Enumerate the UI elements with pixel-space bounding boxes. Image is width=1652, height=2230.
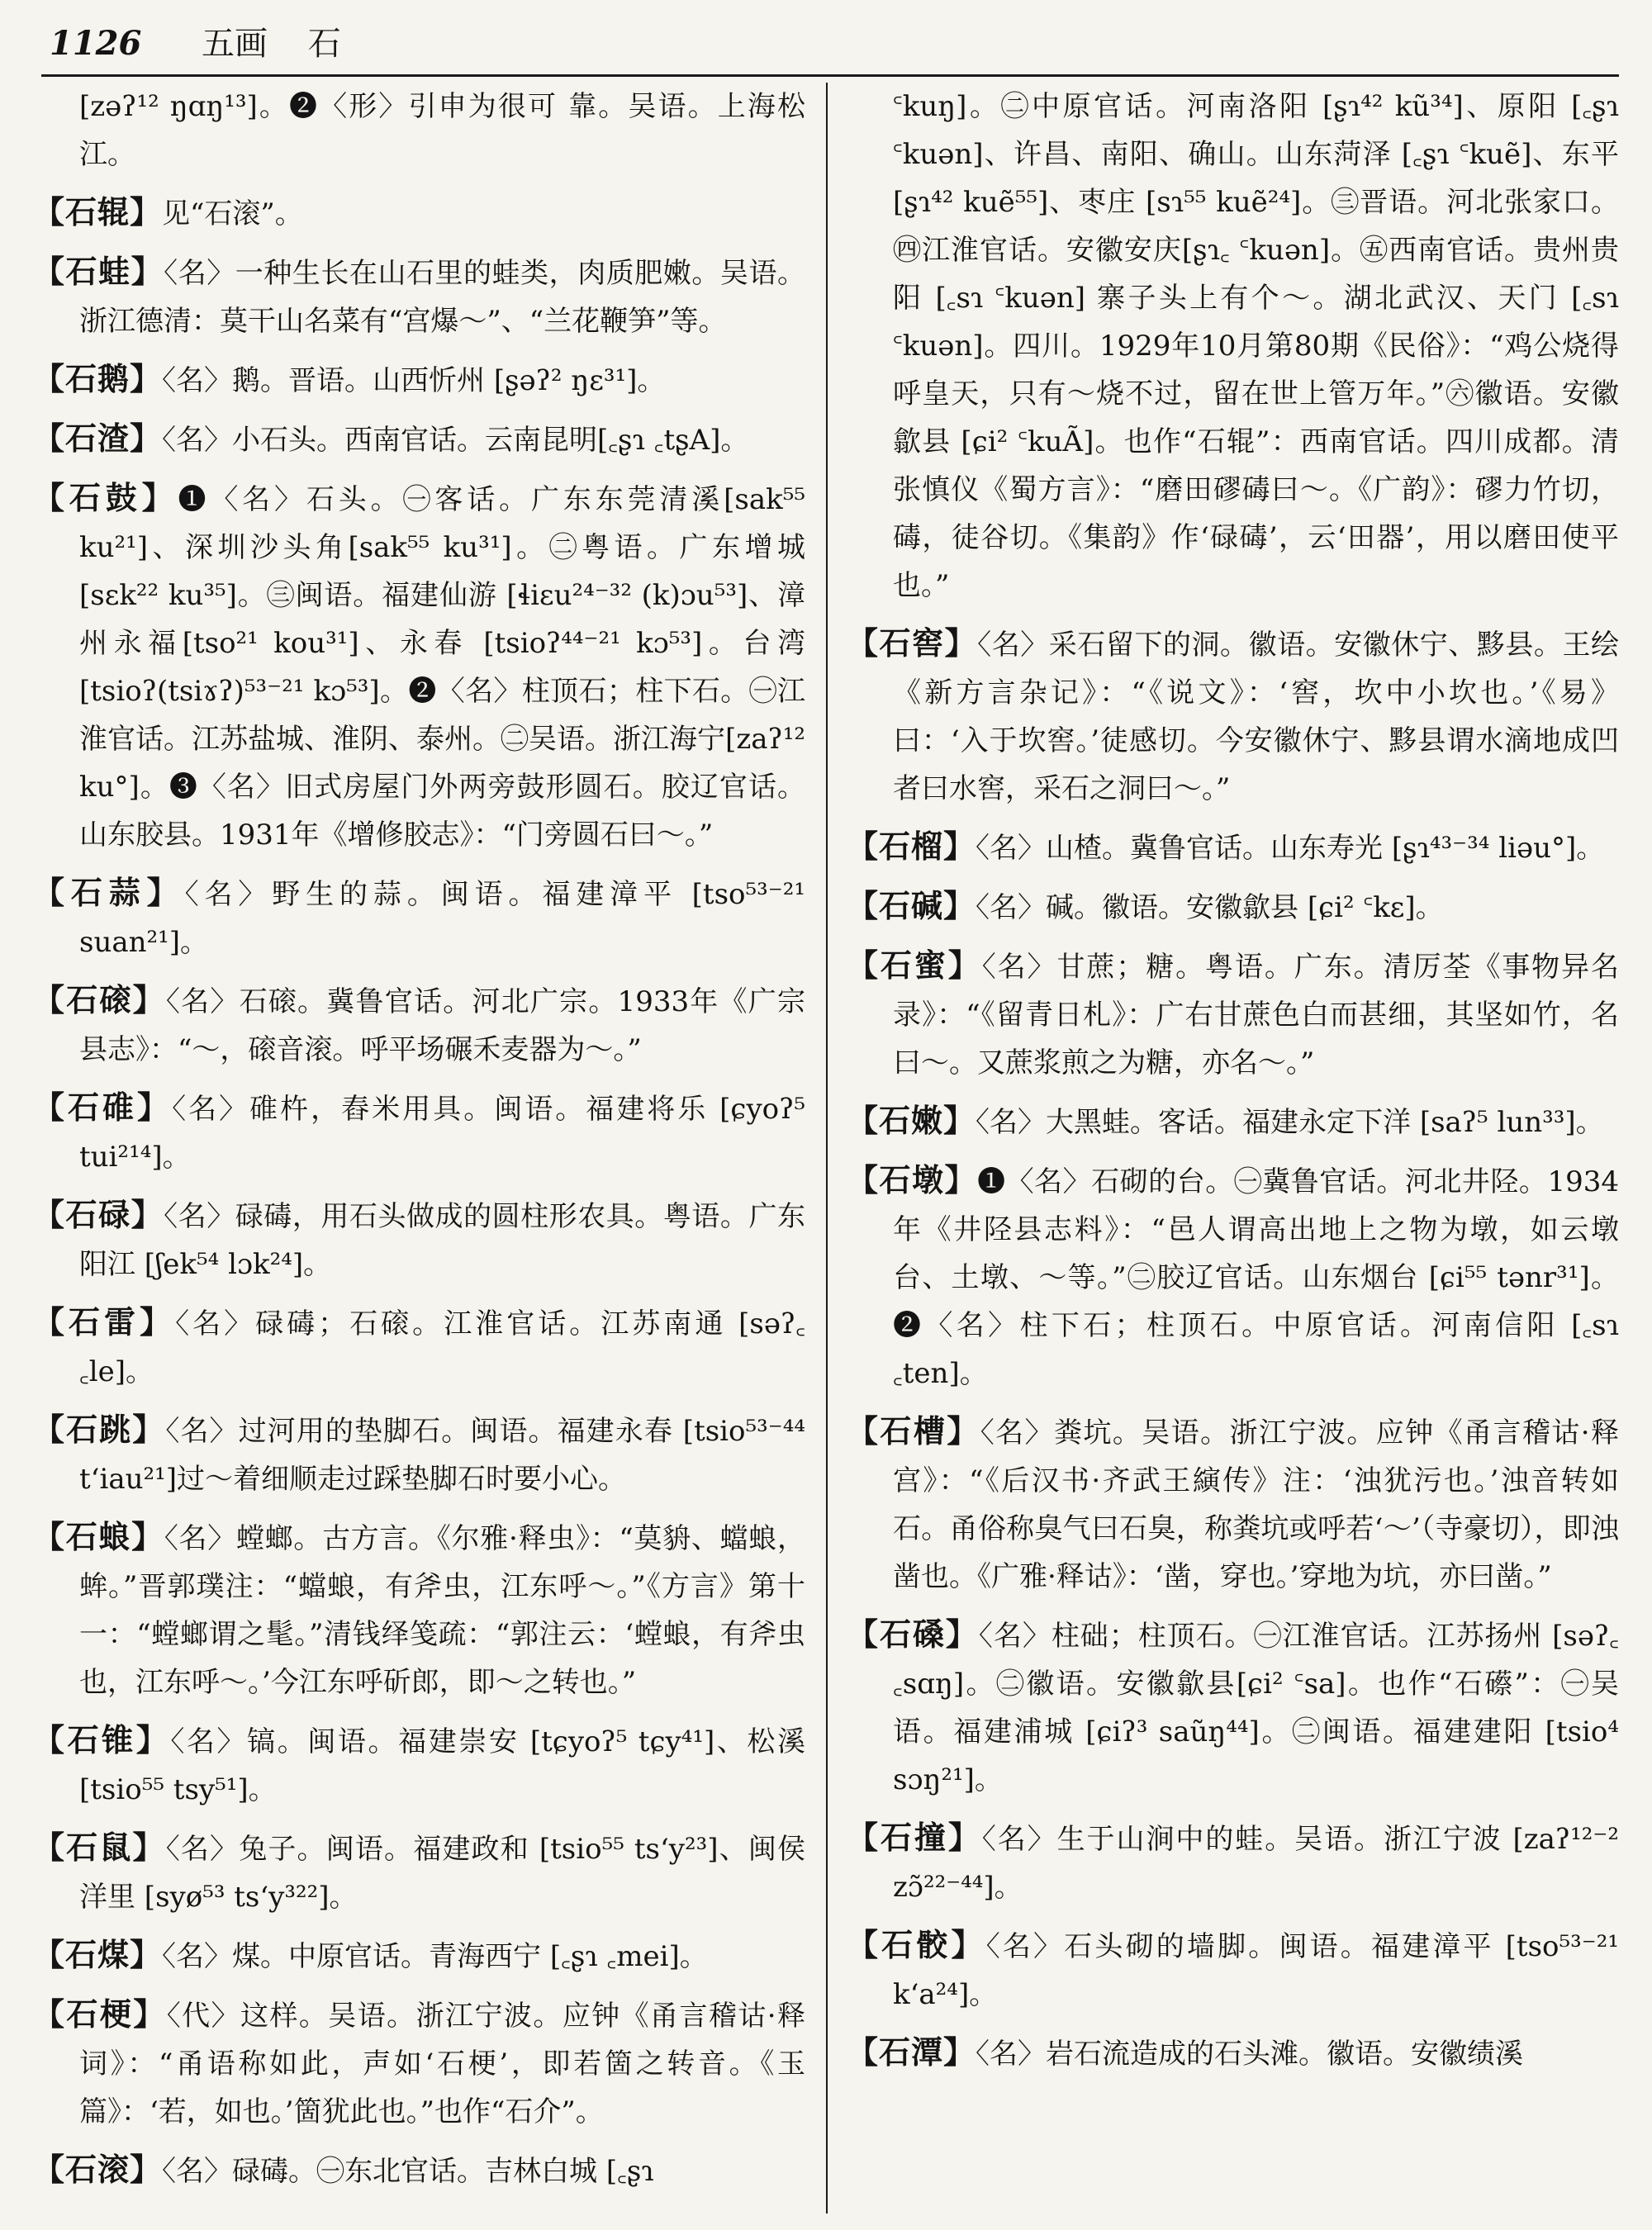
dictionary-entry <box>847 882 1619 932</box>
dictionary-entry <box>847 83 1619 610</box>
dictionary-entry <box>847 1611 1619 1804</box>
headword: 【石渣】 <box>33 420 163 457</box>
headword: 【石撞】 <box>847 1819 982 1856</box>
definition-text: 〈名〉过河用的垫脚石。闽语。福建永春 [tsio⁵³⁻⁴⁴ tʻiau²¹]过～着细顺走过踩垫脚石时要小心。 <box>79 1415 805 1496</box>
dictionary-entry <box>33 1716 805 1814</box>
headword: 【石碌】 <box>33 1196 164 1233</box>
definition-text: 〈名〉石磙。冀鲁官话。河北广宗。1933年《广宗县志》：“～，磙音滚。呼平场碾禾麦器为～。” <box>79 985 805 1066</box>
dictionary-entry <box>847 942 1619 1087</box>
headword: 【石梗】 <box>33 1995 167 2033</box>
dictionary-entry <box>847 2028 1619 2078</box>
dictionary-entry <box>33 188 805 238</box>
definition-text: 〈名〉兔子。闽语。福建政和 [tsio⁵⁵ tsʻy²³]、闽侯洋里 [syø⁵³ tsʻy³²²]。 <box>79 1833 805 1914</box>
right-column <box>847 83 1619 2213</box>
definition-text: 〈名〉甘蔗；糖。粤语。广东。清厉荃《事物异名录》：“《留青日札》：广右甘蔗色白而甚细，其坚如竹，名曰～。又蔗浆煎之为糖，亦名～。” <box>893 951 1619 1079</box>
headword: 【石骹】 <box>847 1926 986 1963</box>
definition-text: 〈名〉鹅。晋语。山西忻州 [ʂəʔ² ŋɛ³¹]。 <box>162 364 666 397</box>
dictionary-entry <box>33 1084 805 1181</box>
dictionary-entry <box>33 474 805 859</box>
dictionary-entry <box>847 1097 1619 1146</box>
definition-text: ❶〈名〉石砌的台。㊀冀鲁官话。河北井陉。1934年《井陉县志料》：“邑人谓高出地上之物为墩，如云墩台、土墩、～等。”㊁胶辽官话。山东烟台 [ɕi⁵⁵ tənr³¹]。❷〈名〉柱下石；柱顶石。中原官话。河南信阳 [꜀sɿ ꜀ten]。 <box>893 1165 1619 1390</box>
definition-text: 〈名〉碌碡；石磙。江淮官话。江苏南通 [səʔ꜀ ꜀le]。 <box>79 1307 805 1388</box>
definition-text: 见“石滚”。 <box>162 197 303 230</box>
headword: 【石滚】 <box>33 2151 163 2188</box>
left-column <box>33 83 805 2213</box>
dictionary-entry <box>33 1990 805 2136</box>
dictionary-entry <box>33 1824 805 1921</box>
headword: 【石潭】 <box>847 2033 976 2071</box>
dictionary-entry <box>33 1191 805 1288</box>
definition-text: ꜂kuŋ]。㊁中原官话。河南洛阳 [ʂɿ⁴² kũ³⁴]、原阳 [꜀ʂɿ ꜂kuən]、许昌、南阳、确山。山东菏泽 [꜀ʂɿ ꜂kuẽ]、东平 [ʂɿ⁴² kuẽ⁵⁵]、枣庄 [sɿ⁵⁵ kuẽ²⁴]。㊂晋语。河北张家口。㊃江淮官话。安徽安庆[ʂɿ꜀ ꜂kuən]。㊄西南官话。贵州贵阳 [꜀sɿ ꜂kuən] 寨子头上有个～。湖北武汉、天门 [꜀sɿ ꜂kuən]。四川。1929年10月第80期《民俗》：“鸡公烧得呼皇天，只有～烧不过，留在世上管万年。”㊅徽语。安徽歙县 [ɕi² ꜂kuÃ]。也作“石辊”：西南官话。四川成都。清张慎仪《蜀方言》：“磨田磟碡曰～。《广韵》：磟力竹切，碡，徒谷切。《集韵》作‘碌碡’，云‘田器’，用以磨田使平也。” <box>893 90 1619 602</box>
definition-text: ❶〈名〉石头。㊀客话。广东东莞清溪[sak⁵⁵ ku²¹]、深圳沙头角[sak⁵⁵ ku³¹]。㊁粤语。广东增城[sɛk²² ku³⁵]。㊂闽语。福建仙游 [ɬiɛu²⁴⁻³² (k)ɔu⁵³]、漳州永福[tso²¹ kou³¹]、永春 [tsioʔ⁴⁴⁻²¹ kɔ⁵³]。台湾 [tsioʔ(tsiɤʔ)⁵³⁻²¹ kɔ⁵³]。❷〈名〉柱顶石；柱下石。㊀江淮官话。江苏盐城、淮阴、泰州。㊁吴语。浙江海宁[zaʔ¹² ku°]。❸〈名〉旧式房屋门外两旁鼓形圆石。胶辽官话。山东胶县。1931年《增修胶志》：“门旁圆石曰～。” <box>79 483 805 852</box>
headword: 【石碓】 <box>33 1089 173 1126</box>
dictionary-entry <box>847 823 1619 872</box>
dictionary-entry <box>33 415 805 464</box>
definition-text: [zəʔ¹² ŋɑŋ¹³]。❷〈形〉引申为很可 靠。吴语。上海松江。 <box>79 90 805 171</box>
headword: 【石鼠】 <box>33 1829 166 1866</box>
definition-text: 〈名〉碌碡，用石头做成的圆柱形农具。粤语。广东阳江 [ʃek⁵⁴ lɔk²⁴]。 <box>79 1200 805 1281</box>
dictionary-entry <box>33 2146 805 2195</box>
definition-text: 〈名〉煤。中原官话。青海西宁 [꜀ʂɿ ꜀mei]。 <box>162 1940 708 1973</box>
headword: 【石碱】 <box>847 887 976 924</box>
headword: 【石辊】 <box>33 193 163 230</box>
headword: 【石嫩】 <box>847 1102 976 1139</box>
definition-text: 〈名〉镐。闽语。福建崇安 [tɕyoʔ⁵ tɕy⁴¹]、松溪 [tsio⁵⁵ tsy⁵¹]。 <box>79 1725 805 1806</box>
definition-text: 〈名〉小石头。西南官话。云南昆明[꜀ʂɿ ꜀tʂA]。 <box>162 424 749 457</box>
definition-text: 〈名〉岩石流造成的石头滩。徽语。安徽绩溪 <box>976 2038 1524 2071</box>
column-divider <box>826 83 828 2213</box>
headword: 【石蜜】 <box>847 947 982 984</box>
definition-text: 〈名〉大黑蛙。客话。福建永定下洋 [saʔ⁵ lun³³]。 <box>976 1106 1604 1139</box>
headword: 【石磙】 <box>33 981 166 1018</box>
dictionary-entry <box>33 1931 805 1981</box>
definition-text: 〈名〉采石留下的洞。徽语。安徽休宁、黟县。王绘《新方言杂记》：“《说文》：‘窖，坎中小坎也。’《易》曰：‘入于坎窖。’徒感切。今安徽休宁、黟县谓水滴地成凹者曰水窖，采石之洞曰～。” <box>893 629 1619 805</box>
dictionary-entry <box>847 1814 1619 1911</box>
dictionary-entry <box>33 869 805 966</box>
definition-text: 〈名〉生于山涧中的蛙。吴语。浙江宁波 [zaʔ¹²⁻² zɔ̃²²⁻⁴⁴]。 <box>893 1823 1619 1904</box>
headword: 【石磉】 <box>847 1616 979 1653</box>
headword: 【石鹅】 <box>33 360 163 397</box>
dictionary-entry <box>847 619 1619 813</box>
definition-text: 〈名〉野生的蒜。闽语。福建漳平 [tso⁵³⁻²¹ suan²¹]。 <box>79 878 805 959</box>
definition-text: 〈名〉石头砌的墙脚。闽语。福建漳平 [tso⁵³⁻²¹ kʻa²⁴]。 <box>893 1930 1619 2011</box>
headword: 【石蜋】 <box>33 1518 164 1555</box>
dictionary-entry <box>33 83 805 178</box>
definition-text: 〈名〉碌碡。㊀东北官话。吉林白城 [꜀ʂɿ <box>162 2155 654 2188</box>
headword: 【石窖】 <box>847 624 978 662</box>
dictionary-entry <box>33 1513 805 1706</box>
definition-text: 〈名〉山楂。冀鲁官话。山东寿光 [ʂɿ⁴³⁻³⁴ liəu°]。 <box>976 832 1605 865</box>
headword: 【石雷】 <box>33 1303 176 1340</box>
headword: 【石榴】 <box>847 828 976 865</box>
dictionary-entry <box>33 976 805 1074</box>
headword: 【石墩】 <box>847 1161 978 1198</box>
headword: 【石蒜】 <box>33 874 185 911</box>
definition-text: 〈名〉螳螂。古方言。《尔雅·释虫》：“莫貈、蟷蜋，蛑。”晋郭璞注：“蟷蜋，有斧虫，江东呼～。”《方言》第十一：“螳螂谓之髦。”清钱绎笺疏：“郭注云：‘螳蜋，有斧虫也，江东呼～。’今江东呼斫郎，即～之转也。” <box>79 1522 805 1699</box>
definition-text: 〈名〉碓杵，舂米用具。闽语。福建将乐 [ɕyoʔ⁵ tui²¹⁴]。 <box>79 1093 805 1174</box>
definition-text: 〈名〉粪坑。吴语。浙江宁波。应钟《甬言稽诂·释宫》：“《后汉书·齐武王縯传》注：‘浊犹污也。’浊音转如石。甬俗称臭气曰石臭，称粪坑或呼若‘～’（寺豪切），即浊凿也。《广雅·释诂》：‘凿，穿也。’穿地为坑，亦曰凿。” <box>893 1416 1619 1593</box>
headword: 【石跳】 <box>33 1411 166 1448</box>
stroke-section: 五画 <box>202 25 268 63</box>
headword: 【石蛙】 <box>33 253 164 290</box>
headword: 【石槽】 <box>847 1412 980 1450</box>
page-number: 1126 <box>50 24 142 63</box>
dictionary-entry <box>33 248 805 345</box>
header-rule <box>41 74 1619 77</box>
page-header <box>50 15 1619 73</box>
headword: 【石鼓】 <box>33 479 178 516</box>
dictionary-entry <box>33 355 805 405</box>
dictionary-entry <box>847 1156 1619 1397</box>
dictionary-entry <box>33 1406 805 1503</box>
dictionary-entry <box>847 1407 1619 1601</box>
definition-text: 〈名〉一种生长在山石里的蛙类，肉质肥嫩。吴语。浙江德清：莫干山名菜有“宫爆～”、“兰花鞭笋”等。 <box>79 257 805 338</box>
definition-text: 〈名〉柱础；柱顶石。㊀江淮官话。江苏扬州 [səʔ꜀ ꜀sɑŋ]。㊁徽语。安徽歙县[ɕi² ꜂sa]。也作“石礤”：㊀吴语。福建浦城 [ɕiʔ³ saũŋ⁴⁴]。㊁闽语。福建建阳 [tsio⁴ sɔŋ²¹]。 <box>893 1620 1619 1796</box>
definition-text: 〈代〉这样。吴语。浙江宁波。应钟《甬言稽诂·释词》：“甬语称如此，声如‘石梗’，即若箇之转音。《玉篇》：‘若，如也。’箇犹此也。”也作“石介”。 <box>79 2000 805 2128</box>
definition-text: 〈名〉碱。徽语。安徽歙县 [ɕi² ꜂kɛ]。 <box>976 891 1444 924</box>
dictionary-entry <box>847 1921 1619 2019</box>
radical: 石 <box>307 25 341 63</box>
headword: 【石锥】 <box>33 1721 171 1758</box>
dictionary-entry <box>33 1298 805 1396</box>
headword: 【石煤】 <box>33 1936 163 1973</box>
